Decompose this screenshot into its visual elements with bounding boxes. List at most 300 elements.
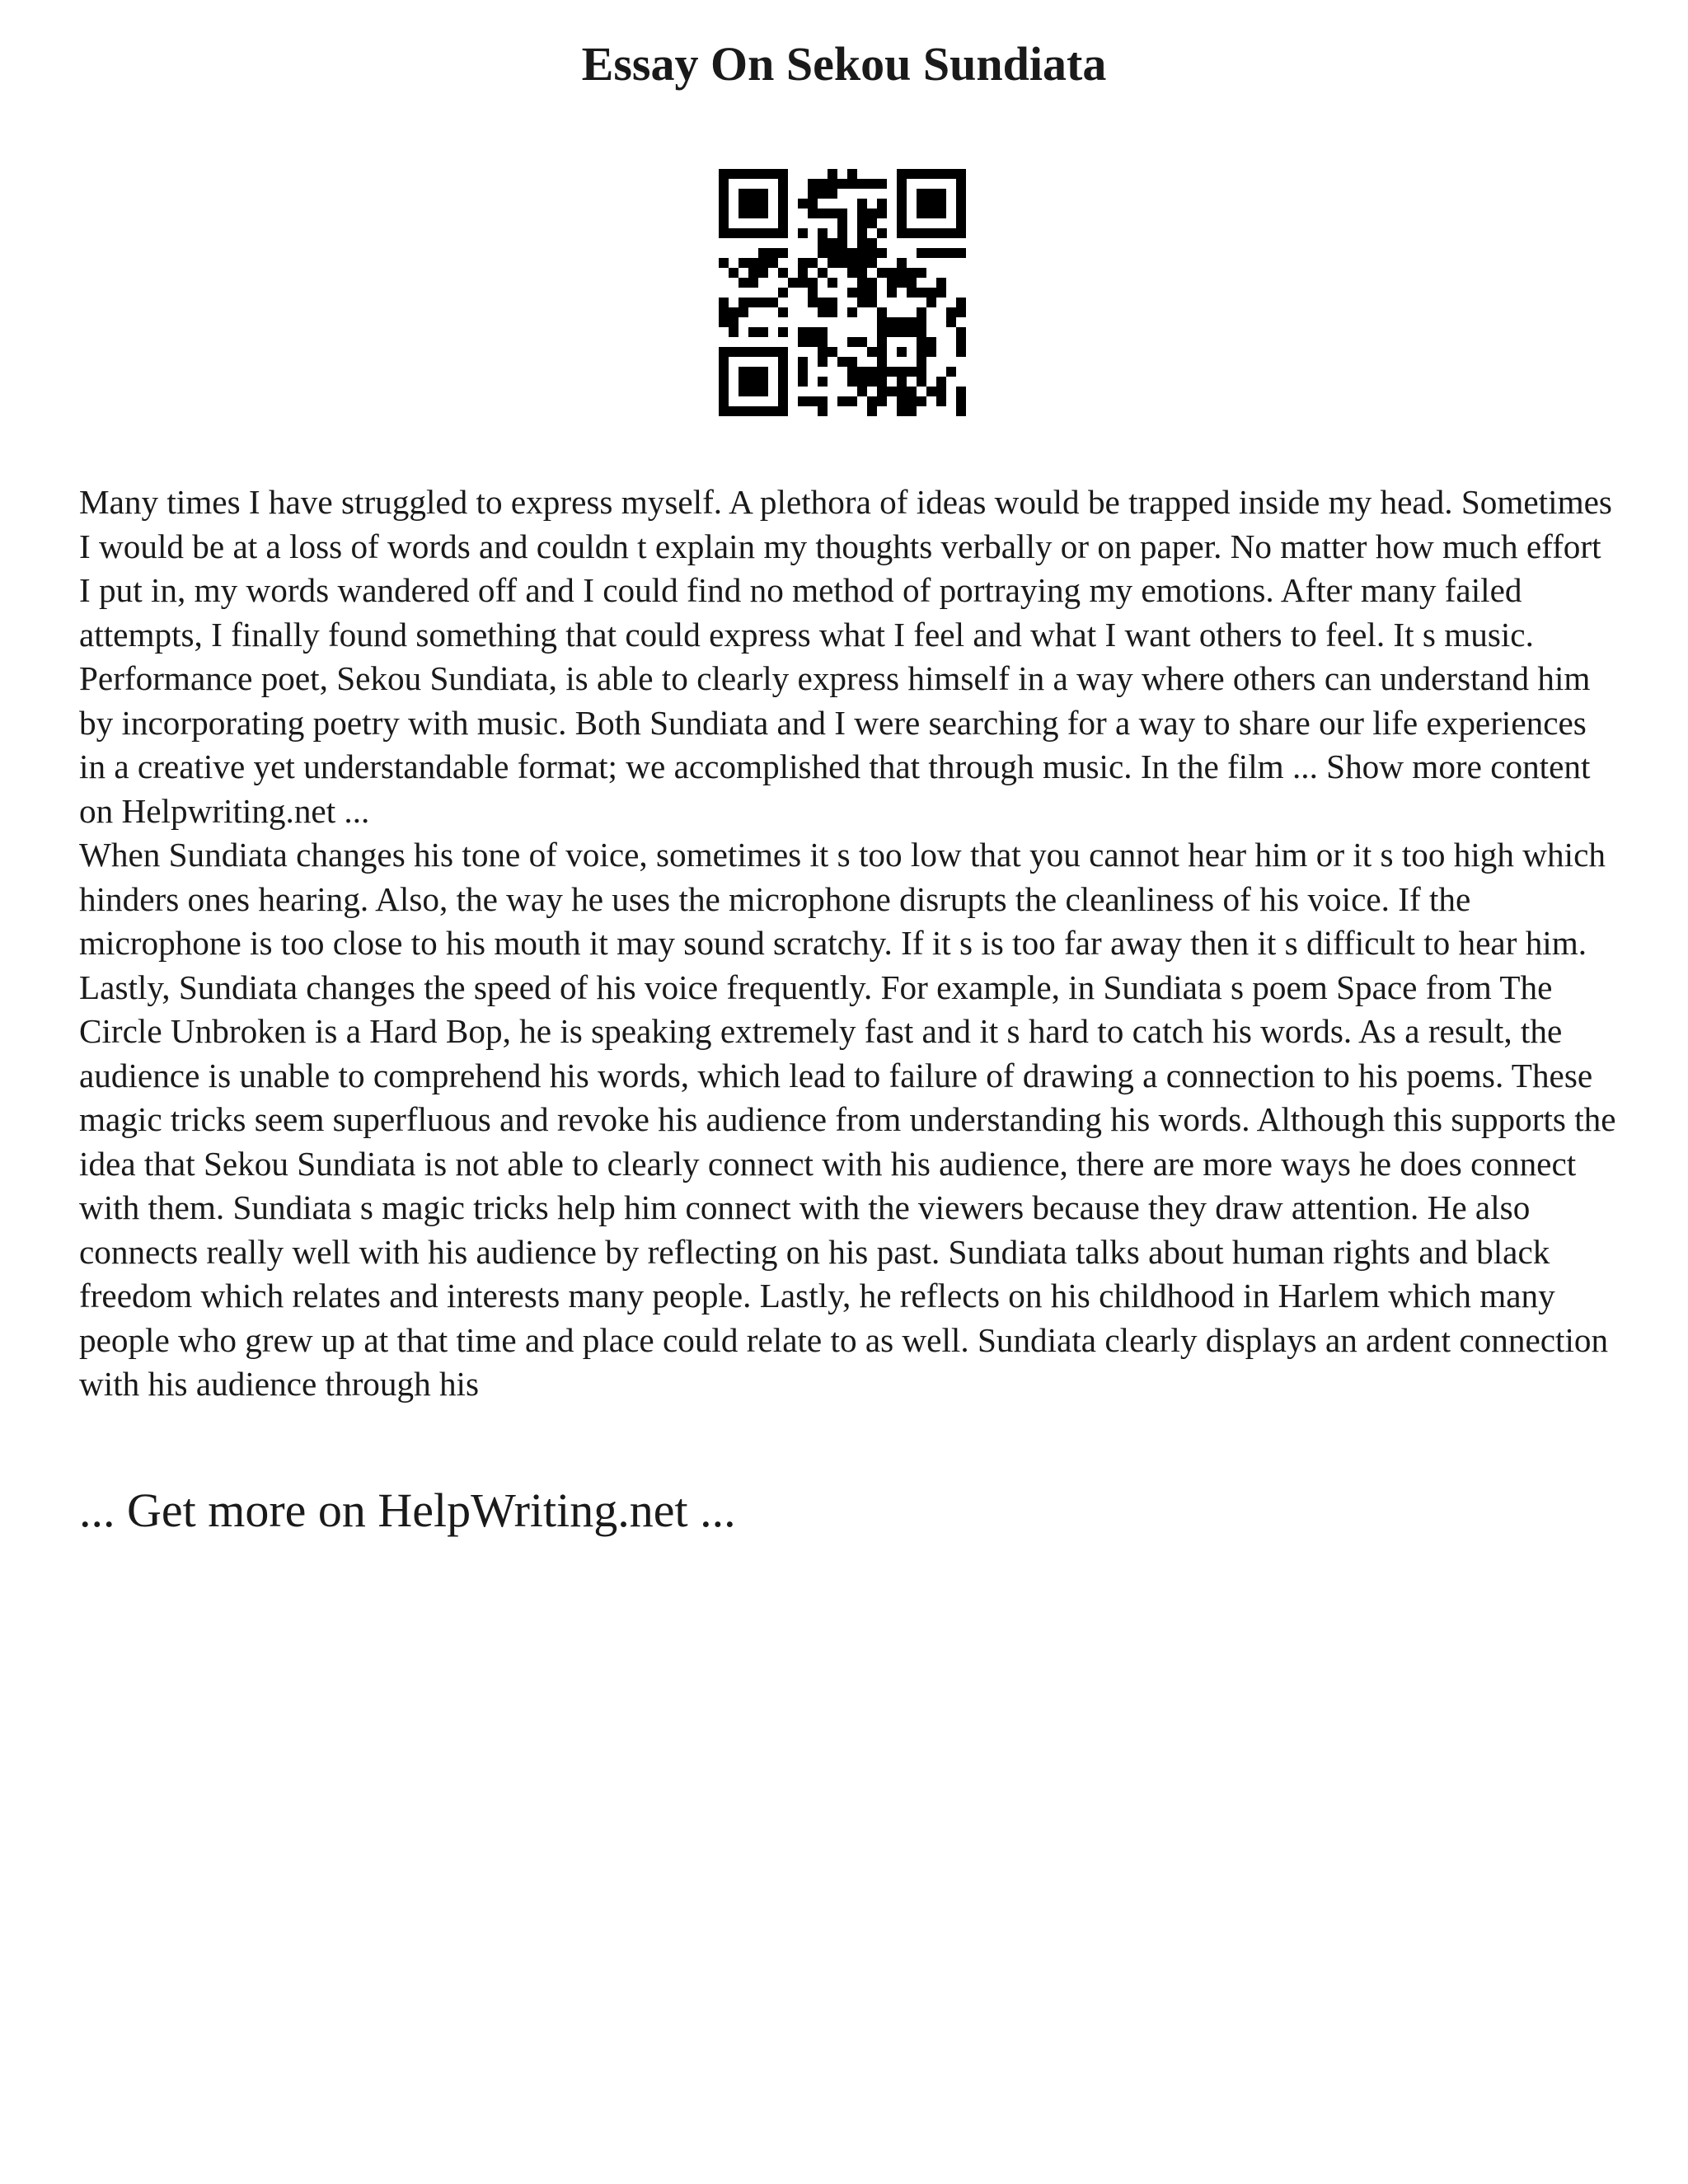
qr-module — [778, 169, 788, 179]
qr-module — [818, 347, 828, 357]
qr-module — [936, 209, 946, 218]
qr-module — [867, 396, 877, 406]
qr-module — [847, 248, 857, 258]
qr-module — [857, 258, 867, 268]
qr-module — [748, 347, 758, 357]
qr-module — [798, 327, 808, 337]
qr-module — [956, 199, 966, 209]
qr-module — [877, 209, 887, 218]
qr-module — [778, 179, 788, 189]
qr-module — [758, 169, 768, 179]
qr-module — [758, 406, 768, 416]
qr-module — [798, 396, 808, 406]
qr-module — [917, 377, 926, 387]
qr-module — [897, 209, 907, 218]
qr-module — [936, 228, 946, 238]
qr-module — [818, 248, 828, 258]
qr-module — [867, 209, 877, 218]
qr-module — [738, 189, 748, 199]
qr-module — [946, 228, 956, 238]
qr-module — [946, 367, 956, 377]
qr-module — [758, 367, 768, 377]
qr-module — [926, 337, 936, 347]
qr-module — [926, 199, 936, 209]
qr-module — [847, 396, 857, 406]
qr-module — [818, 228, 828, 238]
qr-module — [818, 238, 828, 248]
qr-module — [847, 307, 857, 317]
qr-module — [719, 357, 729, 367]
qr-module — [897, 169, 907, 179]
qr-module — [877, 357, 887, 367]
qr-module — [897, 179, 907, 189]
qr-module — [798, 278, 808, 288]
qr-module — [808, 327, 818, 337]
qr-module — [897, 387, 907, 396]
qr-module — [778, 396, 788, 406]
qr-module — [847, 169, 857, 179]
qr-module — [867, 347, 877, 357]
qr-module — [748, 377, 758, 387]
qr-module — [936, 199, 946, 209]
qr-module — [847, 268, 857, 278]
qr-module — [917, 228, 926, 238]
qr-module — [847, 258, 857, 268]
qr-module — [828, 179, 837, 189]
qr-module — [748, 228, 758, 238]
qr-module — [897, 367, 907, 377]
qr-module — [877, 199, 887, 209]
qr-module — [887, 387, 897, 396]
qr-module — [956, 189, 966, 199]
qr-module — [719, 367, 729, 377]
qr-module — [828, 347, 837, 357]
qr-module — [857, 179, 867, 189]
qr-module — [847, 337, 857, 347]
qr-module — [748, 278, 758, 288]
qr-module — [867, 218, 877, 228]
qr-module — [828, 189, 837, 199]
qr-module — [926, 298, 936, 307]
qr-module — [758, 189, 768, 199]
qr-module — [936, 278, 946, 288]
qr-module — [798, 337, 808, 347]
qr-module — [956, 228, 966, 238]
qr-module — [778, 347, 788, 357]
qr-module — [758, 268, 768, 278]
qr-module — [808, 199, 818, 209]
qr-module — [818, 406, 828, 416]
qr-module — [897, 189, 907, 199]
qr-module — [837, 218, 847, 228]
qr-module — [719, 169, 729, 179]
qr-module — [887, 278, 897, 288]
qr-module — [798, 268, 808, 278]
qr-module — [926, 248, 936, 258]
qr-module — [748, 327, 758, 337]
qr-module — [897, 268, 907, 278]
qr-module — [748, 199, 758, 209]
qr-module — [778, 248, 788, 258]
qr-module — [887, 288, 897, 298]
qr-module — [758, 347, 768, 357]
qr-module — [798, 377, 808, 387]
qr-module — [857, 377, 867, 387]
qr-module — [847, 357, 857, 367]
qr-code-icon[interactable] — [719, 169, 966, 416]
qr-module — [808, 179, 818, 189]
qr-module — [758, 209, 768, 218]
qr-module — [946, 248, 956, 258]
qr-module — [877, 179, 887, 189]
qr-module — [926, 347, 936, 357]
qr-module — [798, 258, 808, 268]
qr-module — [719, 218, 729, 228]
qr-module — [956, 337, 966, 347]
qr-module — [828, 258, 837, 268]
qr-module — [778, 228, 788, 238]
qr-module — [758, 248, 768, 258]
qr-module — [818, 357, 828, 367]
qr-module — [837, 179, 847, 189]
qr-module — [857, 288, 867, 298]
qr-module — [917, 307, 926, 317]
qr-module — [917, 347, 926, 357]
qr-module — [857, 238, 867, 248]
qr-module — [956, 218, 966, 228]
qr-module — [857, 228, 867, 238]
qr-module — [956, 307, 966, 317]
qr-module — [917, 268, 926, 278]
qr-module — [738, 228, 748, 238]
qr-module — [837, 396, 847, 406]
qr-module — [857, 218, 867, 228]
page-title: Essay On Sekou Sundiata — [581, 37, 1107, 91]
qr-module — [818, 179, 828, 189]
qr-module — [758, 298, 768, 307]
qr-module — [897, 347, 907, 357]
qr-module — [828, 209, 837, 218]
qr-module — [778, 189, 788, 199]
qr-module — [956, 179, 966, 189]
qr-module — [917, 357, 926, 367]
qr-module — [956, 406, 966, 416]
qr-module — [926, 209, 936, 218]
qr-module — [867, 278, 877, 288]
qr-module — [887, 317, 897, 327]
qr-module — [917, 209, 926, 218]
qr-module — [936, 377, 946, 387]
qr-module — [818, 337, 828, 347]
qr-module — [897, 377, 907, 387]
qr-module — [867, 238, 877, 248]
qr-module — [719, 317, 729, 327]
qr-module — [818, 396, 828, 406]
qr-module — [877, 387, 887, 396]
qr-module — [719, 396, 729, 406]
qr-module — [917, 189, 926, 199]
qr-module — [719, 377, 729, 387]
get-more-link[interactable]: ... Get more on HelpWriting.net ... — [79, 1483, 736, 1537]
qr-module — [748, 387, 758, 396]
qr-module — [897, 396, 907, 406]
qr-module — [877, 248, 887, 258]
qr-module — [926, 228, 936, 238]
qr-module — [729, 327, 738, 337]
qr-module — [946, 317, 956, 327]
qr-module — [867, 406, 877, 416]
qr-module — [758, 258, 768, 268]
qr-module — [778, 367, 788, 377]
qr-module — [768, 347, 778, 357]
qr-module — [956, 209, 966, 218]
qr-module — [837, 238, 847, 248]
qr-module — [917, 327, 926, 337]
qr-module — [748, 406, 758, 416]
qr-module — [936, 169, 946, 179]
qr-module — [867, 179, 877, 189]
qr-module — [768, 298, 778, 307]
qr-module — [818, 307, 828, 317]
qr-module — [729, 406, 738, 416]
qr-module — [887, 327, 897, 337]
qr-module — [729, 347, 738, 357]
qr-module — [877, 307, 887, 317]
qr-module — [738, 209, 748, 218]
qr-module — [748, 258, 758, 268]
qr-module — [798, 228, 808, 238]
qr-module — [877, 228, 887, 238]
qr-module — [738, 278, 748, 288]
qr-module — [877, 367, 887, 377]
qr-module — [808, 288, 818, 298]
qr-module — [758, 387, 768, 396]
qr-module — [748, 367, 758, 377]
qr-module — [936, 248, 946, 258]
essay-paragraph: Many times I have struggled to express myself. A plethora of ideas would be trapped inside my head. Sometimes I would be at a loss of words and couldn t explain my thoughts verbally or on paper. No matter how much effort I put in, my words wandered off and I could find no method of portraying my emotions. After many failed attempts, I finally found something that could express what I feel and what I want others to feel. It s music. Performance poet, Sekou Sundiata, is able to clearly express himself in a way where others can understand him by incorporating poetry with music. Both Sundiata and I were searching for a way to share our life experiences in a creative yet understandable format; we accomplished that through music. In the film ... Show more content on Helpwriting.net ... — [79, 483, 1612, 830]
qr-module — [758, 228, 768, 238]
qr-module — [768, 248, 778, 258]
qr-module — [738, 406, 748, 416]
qr-module — [837, 248, 847, 258]
qr-module — [956, 347, 966, 357]
qr-module — [857, 268, 867, 278]
qr-module — [738, 169, 748, 179]
qr-module — [758, 327, 768, 337]
qr-module — [748, 298, 758, 307]
qr-module — [808, 298, 818, 307]
qr-module — [828, 238, 837, 248]
qr-module — [798, 367, 808, 377]
qr-module — [857, 199, 867, 209]
qr-module — [956, 396, 966, 406]
qr-module — [877, 396, 887, 406]
qr-module — [738, 298, 748, 307]
qr-module — [917, 317, 926, 327]
qr-module — [837, 228, 847, 238]
qr-module — [907, 406, 917, 416]
qr-module — [828, 278, 837, 288]
qr-module — [907, 288, 917, 298]
qr-module — [887, 367, 897, 377]
qr-module — [828, 307, 837, 317]
qr-module — [907, 228, 917, 238]
qr-module — [778, 357, 788, 367]
qr-module — [936, 288, 946, 298]
qr-module — [808, 278, 818, 288]
qr-module — [738, 347, 748, 357]
qr-module — [808, 209, 818, 218]
qr-module — [748, 169, 758, 179]
qr-module — [877, 347, 887, 357]
qr-module — [867, 258, 877, 268]
qr-module — [867, 377, 877, 387]
essay-body — [79, 480, 1617, 1407]
qr-module — [719, 209, 729, 218]
qr-module — [907, 268, 917, 278]
qr-module — [847, 288, 857, 298]
qr-module — [857, 248, 867, 258]
qr-module — [738, 377, 748, 387]
qr-module — [798, 357, 808, 367]
qr-module — [748, 268, 758, 278]
qr-module — [897, 327, 907, 337]
qr-module — [926, 169, 936, 179]
qr-module — [857, 337, 867, 347]
qr-module — [867, 288, 877, 298]
qr-module — [926, 288, 936, 298]
qr-module — [778, 268, 788, 278]
qr-module — [778, 327, 788, 337]
qr-module — [907, 278, 917, 288]
qr-module — [917, 396, 926, 406]
qr-module — [818, 377, 828, 387]
qr-module — [719, 406, 729, 416]
qr-module — [917, 337, 926, 347]
qr-module — [778, 218, 788, 228]
qr-module — [808, 337, 818, 347]
qr-module — [917, 169, 926, 179]
qr-module — [917, 199, 926, 209]
qr-module — [818, 327, 828, 337]
qr-module — [719, 258, 729, 268]
qr-module — [729, 169, 738, 179]
qr-module — [897, 228, 907, 238]
qr-module — [917, 248, 926, 258]
qr-module — [867, 298, 877, 307]
qr-module — [828, 248, 837, 258]
qr-module — [857, 298, 867, 307]
qr-module — [808, 189, 818, 199]
qr-module — [897, 317, 907, 327]
qr-module — [847, 179, 857, 189]
qr-module — [837, 209, 847, 218]
qr-module — [768, 258, 778, 268]
qr-module — [936, 189, 946, 199]
qr-module — [897, 258, 907, 268]
qr-module — [729, 268, 738, 278]
qr-module — [778, 377, 788, 387]
qr-module — [877, 268, 887, 278]
qr-module — [907, 327, 917, 337]
qr-module — [758, 199, 768, 209]
qr-module — [719, 189, 729, 199]
qr-module — [956, 248, 966, 258]
qr-module — [738, 258, 748, 268]
qr-module — [936, 387, 946, 396]
qr-module — [828, 298, 837, 307]
qr-module — [798, 199, 808, 209]
qr-module — [818, 209, 828, 218]
qr-module — [917, 367, 926, 377]
qr-module — [778, 406, 788, 416]
qr-module — [956, 327, 966, 337]
qr-module — [847, 377, 857, 387]
qr-module — [907, 317, 917, 327]
qr-module — [857, 209, 867, 218]
qr-module — [748, 209, 758, 218]
qr-module — [857, 367, 867, 377]
qr-module — [907, 367, 917, 377]
qr-module — [867, 367, 877, 377]
qr-module — [946, 169, 956, 179]
qr-module — [719, 179, 729, 189]
qr-module — [738, 367, 748, 377]
qr-module — [818, 189, 828, 199]
qr-module — [917, 288, 926, 298]
qr-module — [907, 387, 917, 396]
qr-module — [729, 317, 738, 327]
qr-module — [877, 317, 887, 327]
qr-module — [837, 357, 847, 367]
qr-module — [729, 228, 738, 238]
qr-module — [719, 228, 729, 238]
essay-paragraph: When Sundiata changes his tone of voice, sometimes it s too low that you cannot hear him or it s too high which hinders ones hearing. Also, the way he uses the microphone disrupts the cleanliness of his voice. If the microphone is too close to his mouth it may sound scratchy. If it s is too far away then it s difficult to hear him. Lastly, Sundiata changes the speed of his voice frequently. For example, in Sundiata s poem Space from The Circle Unbroken is a Hard Bop, he is speaking extremely fast and it s hard to catch his words. As a result, the audience is unable to comprehend his words, which lead to failure of drawing a connection to his poems. These magic tricks seem superfluous and revoke his audience from understanding his words. Although this supports the idea that Sekou Sundiata is not able to clearly connect with his audience, there are more ways he does connect with them. Sundiata s magic tricks help him connect with the viewers because they draw attention. He also connects really well with his audience by reflecting on his past. Sundiata talks about human rights and black freedom which relates and interests many people. Lastly, he reflects on his childhood in Harlem which many people who grew up at that time and place could relate to as well. Sundiata clearly displays an ardent connection with his audience through his — [79, 836, 1616, 1403]
qr-module — [778, 387, 788, 396]
qr-module — [719, 298, 729, 307]
qr-module — [768, 169, 778, 179]
qr-module — [719, 307, 729, 317]
qr-module — [907, 169, 917, 179]
qr-module — [877, 327, 887, 337]
qr-module — [729, 307, 738, 317]
qr-module — [768, 406, 778, 416]
qr-module — [738, 307, 748, 317]
qr-module — [778, 209, 788, 218]
qr-module — [828, 169, 837, 179]
qr-module — [719, 199, 729, 209]
qr-module — [778, 307, 788, 317]
qr-module — [897, 218, 907, 228]
qr-module — [738, 387, 748, 396]
qr-module — [877, 337, 887, 347]
qr-module — [857, 278, 867, 288]
qr-module — [808, 258, 818, 268]
qr-module — [877, 377, 887, 387]
qr-module — [887, 268, 897, 278]
qr-module — [926, 189, 936, 199]
qr-module — [808, 396, 818, 406]
qr-module — [719, 387, 729, 396]
qr-module — [946, 307, 956, 317]
qr-module — [897, 278, 907, 288]
qr-module — [926, 387, 936, 396]
qr-module — [778, 199, 788, 209]
qr-module — [788, 278, 798, 288]
qr-module — [748, 189, 758, 199]
qr-module — [818, 298, 828, 307]
qr-module — [758, 377, 768, 387]
